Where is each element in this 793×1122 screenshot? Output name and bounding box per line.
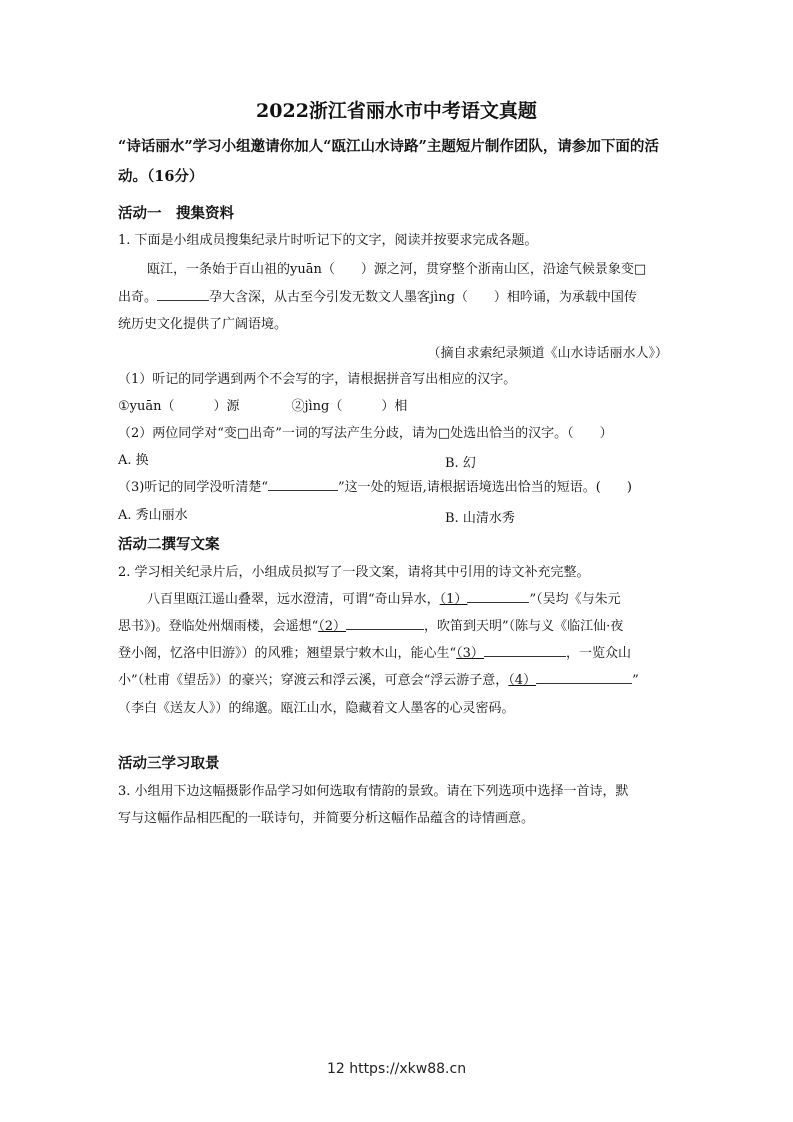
page-title: 2022浙江省丽水市中考语文真题 — [256, 100, 537, 122]
passage-text: ，一览众山 — [565, 646, 631, 661]
activity1-heading: 活动一 搜集资料 — [118, 205, 234, 222]
answer-blank — [536, 669, 632, 684]
answer-blank — [268, 476, 338, 491]
intro-paragraph: “诗话丽水”学习小组邀请你加人“瓯江山水诗路”主题短片制作团队，请参加下面的活动。（16分） — [118, 138, 659, 185]
passage-line — [118, 641, 678, 666]
option-a: A. 秀山丽水 — [118, 508, 188, 523]
passage-text: ” — [632, 673, 639, 688]
blank-label: （2） — [318, 619, 346, 634]
answer-blank — [346, 615, 424, 630]
passage-line: 瓯江，一条始于百山祖的yuān（ ）源之河，贯穿整个浙南山区，沿途气候景象变□ — [147, 262, 647, 277]
option-b: B. 幻 — [445, 456, 476, 471]
option-b: B. 山清水秀 — [445, 511, 515, 526]
passage-text: 出奇。 — [118, 290, 158, 305]
sub-question-2: （2）两位同学对“变□出奇”一词的写法产生分歧，请为□处选出恰当的汉字。（ ） — [118, 426, 613, 441]
answer-blank — [484, 642, 566, 657]
passage-text: 登小阁，忆洛中旧游》）的风雅；翘望景宁敕木山，能心生“ — [118, 646, 457, 661]
passage-text: 思书》)。登临处州烟雨楼，会遥想“ — [118, 619, 319, 634]
page-footer: 12 https://xkw88.cn — [326, 1061, 467, 1077]
sub-question-1: （1）听记的同学遇到两个不会写的字，请根据拼音写出相应的汉字。 — [118, 372, 517, 387]
sub-question-3-text: ”这一处的短语,请根据语境选出恰当的短语。( ) — [338, 480, 632, 495]
question-2: 2. 学习相关纪录片后，小组成员拟写了一段文案，请将其中引用的诗文补充完整。 — [118, 565, 590, 580]
passage-line — [118, 614, 678, 639]
sub-question-3-text: （3)听记的同学没听清楚“ — [118, 480, 268, 495]
passage-line — [118, 285, 678, 310]
answer-blank — [467, 588, 529, 603]
question-1: 1. 下面是小组成员搜集纪录片时听记下的文字，阅读并按要求完成各题。 — [118, 233, 538, 248]
passage-line: 统历史文化提供了广阔语境。 — [118, 317, 288, 332]
question-3: 写与这幅作品相匹配的一联诗句，并简要分析这幅作品蕴含的诗情画意。 — [118, 811, 535, 826]
blank-label: （1） — [439, 592, 468, 607]
passage-line — [147, 587, 679, 612]
sub-question-1-items: ①yuān（ ）源 ②jìng（ ）相 — [118, 399, 408, 414]
passage-line: （李白《送友人》）的绵邈。瓯江山水，隐藏着文人墨客的心灵密码。 — [118, 701, 515, 716]
source-citation: （摘自求索纪录频道《山水诗话丽水人》） — [427, 346, 668, 361]
question-3: 3. 小组用下边这幅摄影作品学习如何选取有情韵的景致。请在下列选项中选择一首诗，默 — [118, 784, 629, 799]
blank-label: （3） — [456, 646, 484, 661]
passage-text: 八百里瓯江遥山叠翠，远水澄清，可谓“奇山异水， — [147, 592, 440, 607]
sub-question-3 — [118, 475, 678, 500]
answer-blank — [157, 286, 209, 301]
blank-label: （4） — [508, 673, 537, 688]
option-a: A. 换 — [118, 453, 149, 468]
passage-text: ”（吴均《与朱元 — [529, 592, 621, 607]
passage-text: 小”（杜甫《望岳》）的豪兴；穿渡云和浮云溪，可意会“浮云游子意， — [118, 673, 509, 688]
passage-line — [118, 668, 678, 693]
activity2-heading: 活动二撰写文案 — [118, 536, 220, 553]
passage-text: 孕大含深，从古至今引发无数文人墨客jìng（ ）相吟诵，为承载中国传 — [209, 290, 637, 305]
passage-text: ，吹笛到天明”（陈与义《临江仙·夜 — [424, 619, 624, 634]
activity3-heading: 活动三学习取景 — [118, 755, 220, 772]
